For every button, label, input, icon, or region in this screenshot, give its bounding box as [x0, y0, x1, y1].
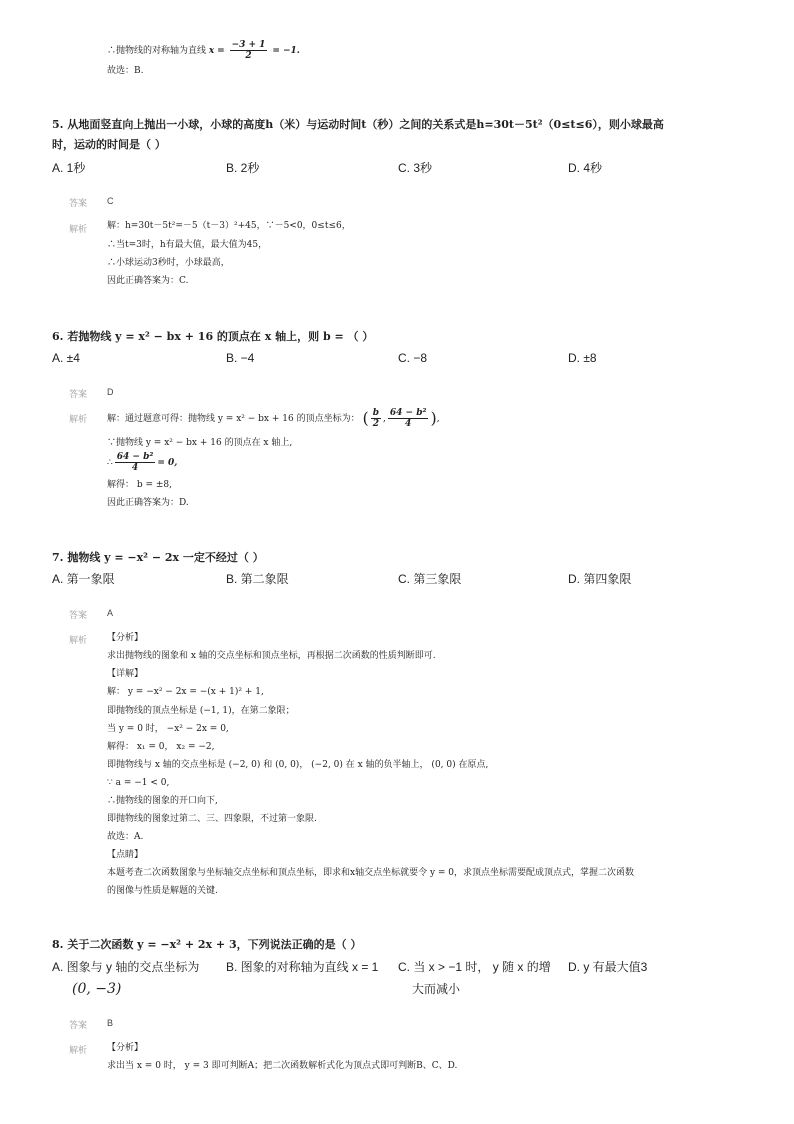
option-d: D. ±8	[568, 351, 597, 365]
numerator: 64 − b²	[116, 452, 154, 462]
option-a: A. 第一象限	[52, 572, 115, 586]
analysis-label: 解析	[69, 635, 88, 645]
answer-value: D	[107, 387, 114, 397]
fraction	[388, 408, 429, 429]
answer-label: 答案	[69, 389, 88, 399]
option-b: B. 2秒	[226, 161, 260, 175]
solution-line: 即抛物线的顶点坐标是 (−1, 1)，在第二象限；	[107, 706, 295, 716]
solution-line: 求出抛物线的图象和 x 轴的交点坐标和顶点坐标，再根据二次函数的性质判断即可.	[107, 651, 436, 661]
solution-line: ∴当t=3时，h有最大值，最大值为45，	[107, 240, 268, 250]
solution-line: 解得： x₁ = 0， x₂ = −2,	[107, 742, 215, 752]
question-5-stem-cont: 时，运动的时间是（ ）	[52, 138, 166, 151]
solution-line: 即抛物线与 x 轴的交点坐标是 (−2, 0) 和 (0, 0)， (−2, 0) 在 x 轴的负半轴上， (0, 0) 在原点,	[107, 760, 489, 770]
option-c: C. 3秒	[398, 161, 433, 175]
option-c: C. 第三象限	[398, 572, 462, 586]
option-b: B. 第二象限	[226, 572, 289, 586]
numerator: b	[372, 408, 379, 418]
option-a: A. ±4	[52, 351, 80, 365]
solution-line: 故选：A.	[107, 832, 144, 842]
numerator: 64 − b²	[389, 408, 427, 418]
text: 解：通过题意可得：抛物线 y = x² − bx + 16 的顶点坐标为：	[107, 414, 360, 424]
answer-label: 答案	[69, 610, 88, 620]
solution-line	[107, 40, 300, 61]
text: ∴抛物线的对称轴为直线	[107, 46, 207, 56]
solution-line: ∴小球运动3秒时，小球最高，	[107, 258, 230, 268]
answer-label: 答案	[69, 198, 88, 208]
option-c: C. −8	[398, 351, 428, 365]
solution-line: 【分析】	[107, 633, 144, 643]
denominator: 2	[372, 419, 379, 429]
solution-line: 本题考查二次函数图象与坐标轴交点坐标和顶点坐标，即求和x轴交点坐标就要令 y = 0，求顶点坐标需要配成顶点式，掌握二次函数	[107, 868, 635, 878]
solution-line: 解： y = −x² − 2x = −(x + 1)² + 1,	[107, 687, 264, 697]
math-var: x	[208, 46, 215, 56]
denominator: 4	[131, 463, 139, 473]
answer-value: A	[107, 608, 114, 618]
question-5-stem: 5. 从地面竖直向上抛出一小球，小球的高度h（米）与运动时间t（秒）之间的关系式是h=30t－5t²（0≤t≤6），则小球最高	[52, 118, 664, 131]
option-b: B. 图象的对称轴为直线 x = 1	[226, 960, 379, 974]
denominator: 4	[405, 419, 412, 429]
math-result: = −1.	[272, 46, 300, 56]
solution-line: ∵ a = −1 < 0,	[107, 778, 170, 788]
solution-line: 求出当 x = 0 时， y = 3 即可判断A；把二次函数解析式化为顶点式即可判断B、C、D.	[107, 1061, 458, 1071]
solution-line: 解得： b = ±8,	[107, 480, 173, 490]
fraction	[371, 408, 381, 429]
solution-line	[107, 452, 177, 473]
answer-value: B	[107, 1018, 114, 1028]
math-eq: =	[217, 46, 225, 56]
question-6-stem: 6. 若抛物线 y = x² − bx + 16 的顶点在 x 轴上，则 b = （ ）	[52, 330, 374, 343]
question-8-stem: 8. 关于二次函数 y = −x² + 2x + 3，下列说法正确的是（ ）	[52, 938, 362, 951]
answer-value: C	[107, 196, 114, 206]
option-d: D. y 有最大值3	[568, 960, 648, 974]
paren-close: )	[430, 408, 437, 428]
analysis-label: 解析	[69, 414, 88, 424]
analysis-label: 解析	[69, 224, 88, 234]
solution-line: 故选：B.	[107, 66, 144, 76]
option-d: D. 第四象限	[568, 572, 632, 586]
denominator: 2	[245, 51, 252, 61]
answer-label: 答案	[69, 1020, 88, 1030]
option-a: A. 图象与 y 轴的交点坐标为	[52, 960, 200, 974]
solution-line: 【点睛】	[107, 850, 144, 860]
option-c: C. 当 x > −1 时， y 随 x 的增	[398, 960, 551, 974]
option-b: B. −4	[226, 351, 255, 365]
solution-line: 因此正确答案为：D.	[107, 498, 189, 508]
solution-line: ∵抛物线 y = x² − bx + 16 的顶点在 x 轴上,	[107, 438, 293, 448]
numerator: −3 + 1	[231, 40, 266, 50]
fraction	[115, 452, 156, 473]
text: ∴	[107, 458, 113, 468]
option-a: A. 1秒	[52, 161, 86, 175]
option-d: D. 4秒	[568, 161, 603, 175]
question-7-stem: 7. 抛物线 y = −x² − 2x 一定不经过（ ）	[52, 551, 264, 564]
solution-line: 【详解】	[107, 669, 144, 679]
solution-line: 当 y = 0 时， −x² − 2x = 0,	[107, 724, 229, 734]
analysis-label: 解析	[69, 1045, 88, 1055]
solution-line: ∴抛物线的图象的开口向下,	[107, 796, 218, 806]
math-result: = 0,	[157, 458, 178, 468]
solution-line: 即抛物线的图象过第二、三、四象限，不过第一象限.	[107, 814, 317, 824]
solution-line: 解：通过题意可得：抛物线 y = x² − bx + 16 的顶点坐标为： ( $\frac{b}{2}$ , $\frac{\text{64 − b²}}{4}$ ),	[107, 408, 440, 429]
solution-line: 解：h=30t－5t²=－5（t－3）²+45，∵－5<0，0≤t≤6，	[107, 221, 351, 231]
solution-line: 【分析】	[107, 1043, 144, 1053]
solution-line: 因此正确答案为：C.	[107, 276, 189, 286]
paren-open: (	[362, 408, 369, 428]
option-c-cont: 大而减小	[412, 982, 461, 996]
solution-line: 的图像与性质是解题的关键.	[107, 886, 218, 896]
fraction	[230, 40, 268, 61]
option-a-cont: (0, −3)	[72, 981, 122, 997]
